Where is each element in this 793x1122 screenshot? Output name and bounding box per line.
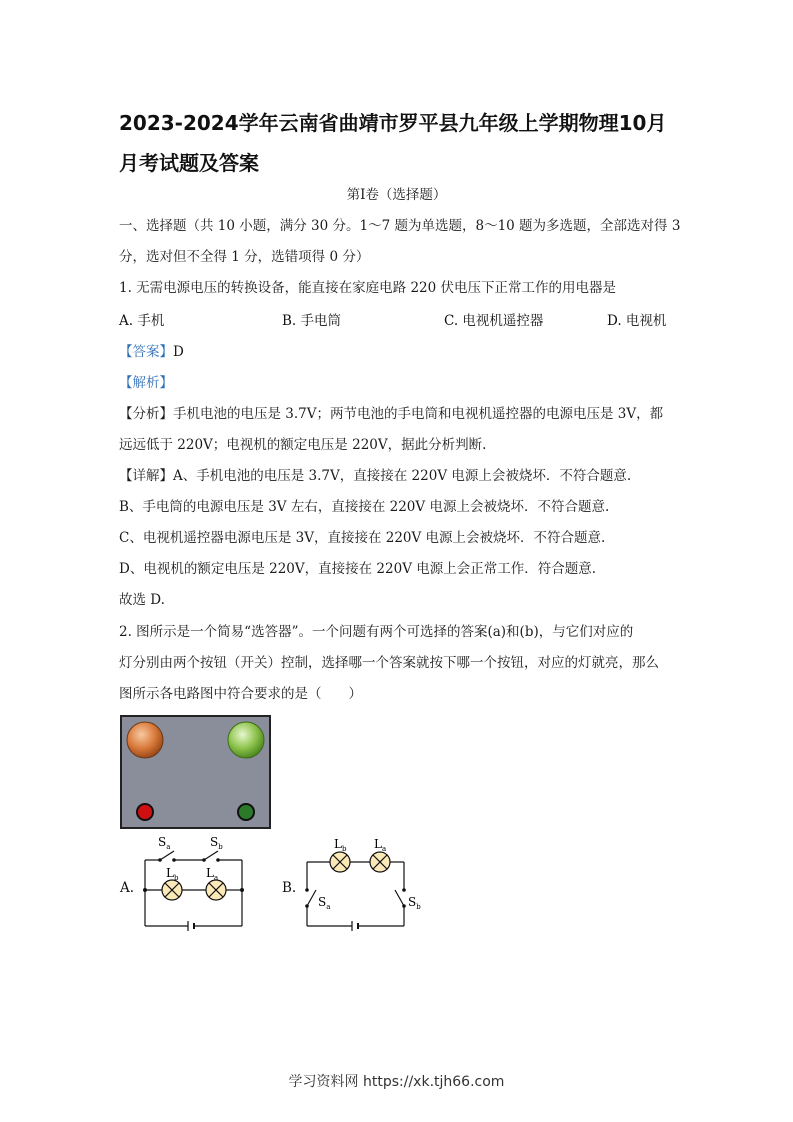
q1-answer: [119, 342, 184, 362]
question-2-line-2: 灯分别由两个按钮（开关）控制，选择哪一个答案就按下哪一个按钮，对应的灯就亮，那么: [119, 655, 659, 671]
lamp-a-orange: [127, 722, 163, 758]
lamp-2-symbol: [206, 880, 226, 900]
q1-detail-line-c: C、电视机遥控器电源电压是 3V，直接接在 220V 电源上会被烧坏．不符合题意.: [119, 530, 606, 546]
lamp-b-green: [228, 722, 264, 758]
analysis-tag: 【解析】: [119, 375, 173, 391]
circuit-a-label: A.: [120, 880, 135, 896]
switch-b-pivot-2: [216, 858, 220, 862]
switch-b-label: $S_b$: [210, 835, 223, 851]
q1-analysis-tag: [119, 373, 173, 393]
q1-detail-line-b: B、手电筒的电源电压是 3V 左右，直接接在 220V 电源上会被烧坏．不符合题意.: [119, 499, 610, 515]
button-a-red[interactable]: [137, 804, 153, 820]
switch-a-label: $S_a$: [158, 835, 171, 851]
lamp-b1-symbol: [330, 852, 350, 872]
q1-fenxi-line-2: 远远低于 220V；电视机的额定电压是 220V，据此分析判断.: [119, 437, 487, 453]
q1-option-a: A. 手机: [119, 313, 165, 329]
switch-left-pivot-1: [305, 888, 309, 892]
q1-fenxi-line-1: [119, 404, 663, 424]
q1-xiangjie-line-1: [119, 466, 631, 486]
switch-a-pivot-2: [172, 858, 176, 862]
q1-option-c: C. 电视机遥控器: [444, 313, 544, 329]
answer-tag: 【答案】: [119, 344, 173, 360]
xiangjie-text-1: A、手机电池的电压是 3.7V，直接接在 220V 电源上会被烧坏．不符合题意.: [173, 468, 632, 484]
button-b-green[interactable]: [238, 804, 254, 820]
q1-option-d: D. 电视机: [607, 313, 667, 329]
question-2-line-1: 2. 图所示是一个简易“选答器”。一个问题有两个可选择的答案(a)和(b)，与它们对应的: [119, 624, 634, 640]
question-2-line-3: 图所示各电路图中符合要求的是（ ）: [119, 686, 362, 702]
answer-value: D: [173, 344, 184, 360]
document-title: 2023-2024学年云南省曲靖市罗平县九年级上学期物理10月月考试题及答案: [119, 111, 667, 175]
circuit-b-diagram: [300, 832, 421, 932]
q1-detail-line-d: D、电视机的额定电压是 220V，直接接在 220V 电源上会正常工作．符合题意.: [119, 561, 597, 577]
circuit-a-diagram: [138, 832, 250, 932]
switch-left-pivot-2: [305, 904, 309, 908]
selector-device-figure: [120, 715, 272, 830]
q1-option-b: B. 手电筒: [282, 313, 342, 329]
lamp-1-symbol: [162, 880, 182, 900]
fenxi-tag: 【分析】: [119, 406, 173, 422]
switch-left-label: $S_a$: [318, 895, 331, 911]
lamp-2-label: $L_a$: [206, 866, 219, 882]
switch-right-pivot-2: [402, 904, 406, 908]
switch-right-label: $S_b$: [408, 895, 421, 911]
switch-a-pivot-1: [158, 858, 162, 862]
junction-right: [240, 888, 244, 892]
lamp-1-label: $L_b$: [166, 866, 179, 882]
section-title: 第Ⅰ卷（选择题）: [346, 187, 447, 203]
switch-b-pivot-1: [202, 858, 206, 862]
lamp-b1-label: $L_b$: [334, 837, 347, 853]
q1-conclusion: 故选 D.: [119, 592, 165, 608]
circuit-b-label: B.: [282, 880, 297, 896]
junction-left: [143, 888, 147, 892]
switch-right-pivot-1: [402, 888, 406, 892]
footer-watermark: 学习资料网 https://xk.tjh66.com: [288, 1074, 505, 1090]
question-1-stem: 1. 无需电源电压的转换设备，能直接在家庭电路 220 伏电压下正常工作的用电器是: [119, 280, 617, 296]
lamp-b2-symbol: [370, 852, 390, 872]
fenxi-text-1: 手机电池的电压是 3.7V；两节电池的手电筒和电视机遥控器的电源电压是 3V，都: [173, 406, 664, 422]
xiangjie-tag: 【详解】: [119, 468, 173, 484]
instructions-line-2: 分，选对但不全得 1 分，选错项得 0 分）: [119, 249, 370, 265]
instructions-line-1: 一、选择题（共 10 小题，满分 30 分。1～7 题为单选题，8～10 题为多选题，全部选对得 3: [119, 218, 681, 234]
lamp-b2-label: $L_a$: [374, 837, 387, 853]
